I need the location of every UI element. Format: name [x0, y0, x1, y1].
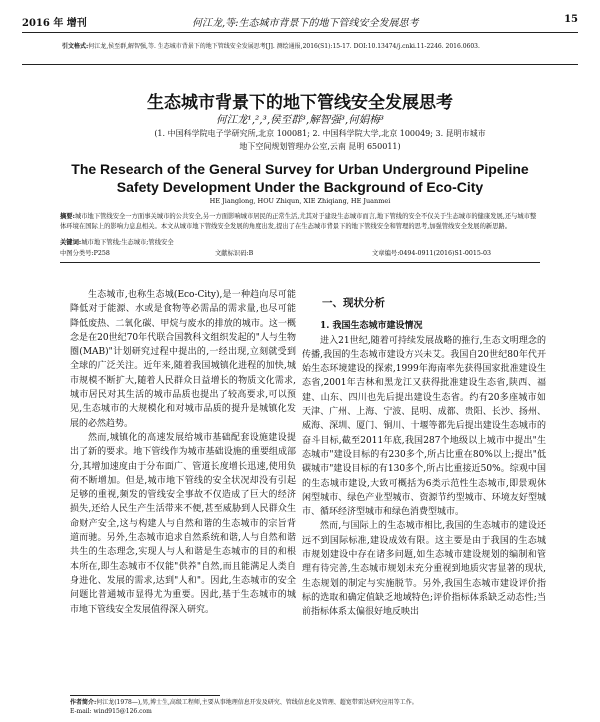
- author-email: E-mail: wind915@126.com: [70, 708, 152, 715]
- body-paragraph: 然而,与国际上的生态城市相比,我国的生态城市的建设还远不到国际标准,建设成效有限。这主要是由于我国的生态城市规划建设中存在诸多问题,如生态城市建设规划的编制和管理有待完善,生态城市规划未充分重视到地质灾害显著的现状,生态规划的制定与实施脱节。另外,我国生态城市建设评价指标的选取和确定值缺乏地域特色;评价指标体系缺乏动态性;当前指标体系太偏很好地反映出: [302, 521, 546, 618]
- classification-codes: [60, 248, 540, 258]
- affiliations-chinese: [120, 127, 520, 153]
- running-title: 何江龙,等:生态城市背景下的地下管线安全发展思考: [192, 18, 419, 29]
- article-number: 文章编号:0494-0911(2016)S1-0015-03: [372, 250, 492, 257]
- clc-number: 中图分类号:P258: [60, 250, 110, 257]
- abstract-rule: [60, 262, 540, 263]
- footnote-rule: [70, 695, 220, 696]
- citation-format: [62, 42, 578, 51]
- right-column: [302, 288, 546, 620]
- abstract: [60, 212, 540, 231]
- author-footnote: [70, 698, 540, 716]
- footnote-label: 作者简介:: [70, 699, 97, 706]
- title-chinese: 生态城市背景下的地下管线安全发展思考: [147, 93, 453, 113]
- left-column: [70, 288, 296, 617]
- body-paragraph: 进入21世纪,随着可持续发展战略的推行,生态文明理念的传播,我国的生态城市建设方兴未艾。我国自20世纪80年代开始生态环境建设的探索,1999年海南率先获得国家批准建设生态省,2001年吉林和黑龙江又获得批准建设生态省,陕西、福建、山东、四川也先后提出建设生态省。约有20多座城市如天津、广州、上海、宁波、昆明、成都、贵阳、长沙、扬州、威海、深圳、厦门、铜川、十堰等都先后提出建设生态城市的奋斗目标,截至2011年底,我国287个地级以上城市中提出"生态城市"建设目标的有230多个,所占比重在80%以上;提出"低碳城市"建设目标的有130多个,所占比重接近50%。综观中国的生态城市建设,大致可概括为6类示范性生态城市,即景观休闲型城市、绿色产业型城市、资源节约型城市、环境友好型城市、循环经济型城市和绿色消费型城市。: [302, 335, 546, 518]
- title-english: The Research of the General Survey for Urban Underground Pipeline Safety Development Under the Background of Eco-City: [71, 161, 529, 195]
- citation-text: 何江龙,侯至群,解智强,等. 生态城市背景下的地下管线安全发展思考[J]. 测绘通报,2016(S1):15-17. DOI:10.13474/j.cnki.11-2246. 2016.0603.: [88, 43, 480, 50]
- running-header: [22, 14, 578, 32]
- keywords-text: 城市地下管线;生态城市;管线安全: [81, 239, 174, 246]
- abstract-text: 城市地下管线安全一方面事关城市的公共安全,另一方面影响城市居民的正常生活,尤其对于建设生态城市而言,地下管线的安全不仅关于生态城市的健康发展,还与城市整体环境在国际上的影响力息息相关。本文从城市地下管线安全发展的角度出发,提出了在生态城市背景下的地下管线安全和管理的思考,加强管线安全发展的新思路。: [60, 213, 537, 230]
- keywords: [60, 237, 540, 246]
- authors-chinese: 何江龙¹,²,³,侯至群³,解智强³,何娟梅³: [216, 114, 384, 126]
- citation-rule: [22, 64, 578, 65]
- journal-issue: 2016 年 增刊: [22, 18, 87, 29]
- abstract-label: 摘要:: [60, 213, 75, 220]
- subsection-heading: 1. 我国生态城市建设情况: [320, 321, 423, 332]
- authors-english: HE Jianglong, HOU Zhiqun, XIE Zhiqiang, HE Juanmei: [209, 197, 391, 205]
- page-number: 15: [564, 14, 578, 25]
- citation-label: 引文格式:: [62, 43, 89, 50]
- document-code: 文献标识码:B: [215, 250, 254, 257]
- body-paragraph: 生态城市,也称生态城(Eco-City),是一种趋向尽可能降低对于能源、水或是食物等必需品的需求量,也尽可能降低废热、二氧化碳、甲烷与废水的排放的城市。这一概念是在20世纪70年代联合国教科文组织发起的"人与生物圈(MAB)"计划研究过程中提出的,一经出现,立刻就受到全球的广泛关注。近年来,随着我国城镇化进程的加快,城市规模不断扩大,随着人民群众日益增长的物质文化需求,城市居民对其生活的城市品质也提出了较高要求,可以预见,生态城市的大规模化和对城市品质的提升是城镇化发展的必然趋势。: [70, 290, 296, 429]
- footnote-text: 何江龙(1978—),男,博士生,高级工程师,主要从事地理信息开发及研究、管线信息化及管理、超宽带雷达研究应用等工作。: [96, 699, 418, 706]
- affiliation-line: (1. 中国科学院电子学研究所,北京 100081; 2. 中国科学院大学,北京 100049; 3. 昆明市城市: [154, 129, 486, 138]
- body-paragraph: 然而,城镇化的高速发展给城市基础配套设施建设提出了新的要求。地下管线作为城市基础设施的重要组成部分,其增加速度由于分布面广、管道长度增长迅速,使用负荷不断增加。但是,城市地下管线的安全状况却没有引起足够的重视,频发的管线安全事故不仅造成了巨大的经济损失,还给人民生产生活带来不便,甚至威胁到人民群众生命财产安全,这与构建人与自然和谐的生态城市的宗旨背道而驰。另外,生态城市追求自然系统和谐,人与自然和谐共生的生态理念,实现人与人和谐是生态城市的目的和根本所在,即生态城市不仅能"供养"自然,而且能满足人类自身进化、发展的需求,达到"人和"。因此,生态城市的安全问题比普通城市显得尤为重要。因此,基于生态城市的城市地下管线安全发展值得深入研究。: [70, 432, 296, 615]
- keywords-label: 关键词:: [60, 239, 82, 246]
- affiliation-line: 地下空间规划管理办公室,云南 昆明 650011): [239, 142, 401, 151]
- header-rule: [22, 32, 578, 33]
- section-heading: 一、现状分析: [322, 297, 385, 309]
